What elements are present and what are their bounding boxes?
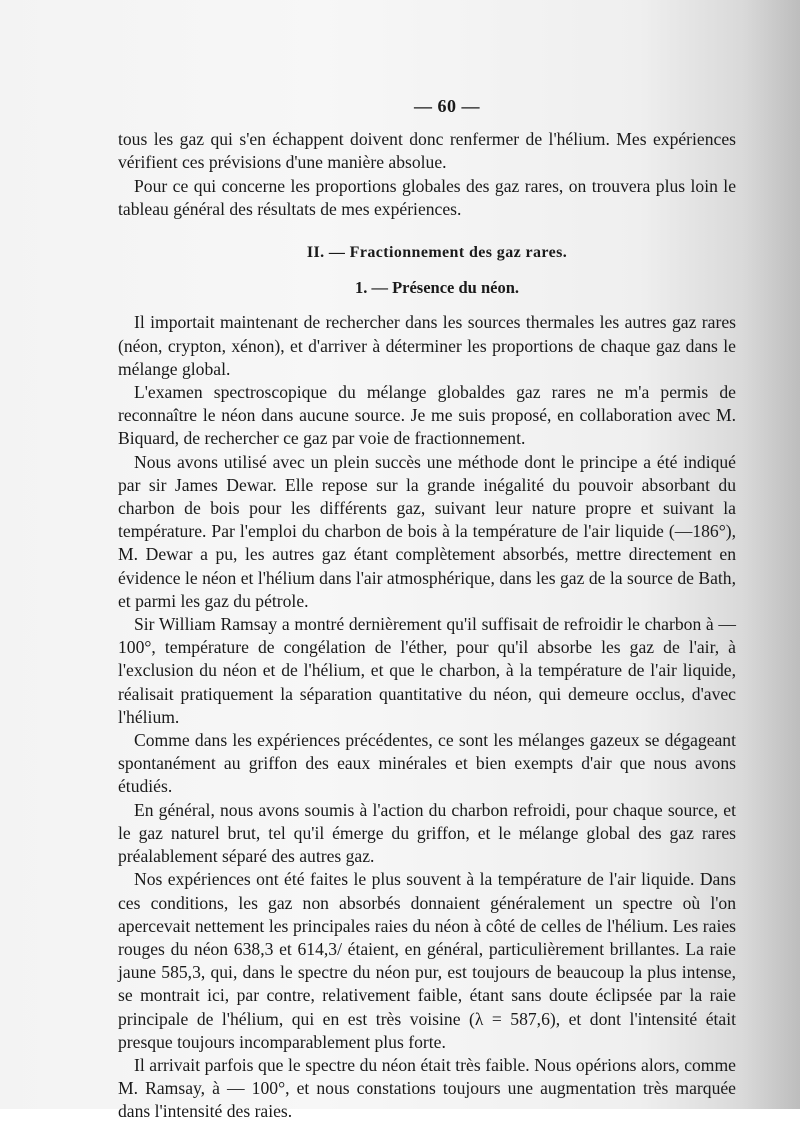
subsection-heading: 1. — Présence du néon.	[354, 278, 520, 298]
paragraph: Nous avons utilisé avec un plein succès une méthode dont le principe a été indiqué par sir James Dewar. Elle repose sur la grande inégalité du pouvoir absorbant du charbon de bois pour les différents gaz, suivant leur nature propre et suivant la température. Par l'emploi du charbon de bois à la température de l'air liquide (—186°), M. Dewar a pu, les autres gaz étant complètement absorbés, mettre directement en évidence le néon et l'hélium dans l'air atmosphérique, dans les gaz de la source de Bath, et parmi les gaz du pétrole.	[118, 451, 736, 611]
paragraph: Il arrivait parfois que le spectre du néon était très faible. Nous opérions alors, comme M. Ramsay, à — 100°, et nous constations toujours une augmentation très marquée dans l'intensité des raies.	[118, 1054, 736, 1122]
paragraph: Nos expériences ont été faites le plus souvent à la température de l'air liquide. Dans ces conditions, les gaz non absorbés donnaient généralement un spectre où l'on apercevait nettement les principales raies du néon à côté de celles de l'hélium. Les raies rouges du néon 638,3 et 614,3/ étaient, en général, particulièrement brillantes. La raie jaune 585,3, qui, dans le spectre du néon pur, est toujours de beaucoup la plus intense, se montrait ici, par contre, relativement faible, étant sans doute éclipsée par la raie principale de l'hélium, qui en est très voisine (λ = 587,6), et dont l'intensité était presque toujours incomparablement plus forte.	[118, 869, 736, 1052]
paragraph: L'examen spectroscopique du mélange globaldes gaz rares ne m'a permis de reconnaître le néon dans aucune source. Je me suis proposé, en collaboration avec M. Biquard, de rechercher ce gaz par voie de fractionnement.	[118, 382, 736, 449]
section-heading: II. — Fractionnement des gaz rares.	[306, 244, 568, 262]
page-number: — 60 —	[414, 96, 480, 116]
paragraph: En général, nous avons soumis à l'action du charbon refroidi, pour chaque source, et le gaz naturel brut, tel qu'il émerge du griffon, et le mélange global des gaz rares préalablement séparé des autres gaz.	[118, 799, 736, 867]
paragraph-continuation: tous les gaz qui s'en échappent doivent donc renfermer de l'hélium. Mes expériences vérifient ces prévisions d'une manière absolue.	[118, 129, 736, 173]
paragraph: Sir William Ramsay a montré dernièrement qu'il suffisait de refroidir le charbon à — 100°, température de congélation de l'éther, pour qu'il absorbe les gaz de l'air, à l'exclusion du néon et de l'hélium, et que le charbon, à la température de l'air liquide, réalisait pratiquement la séparation quantitative du néon, qui demeure occlus, d'avec l'hélium.	[118, 614, 736, 727]
paragraph: Il importait maintenant de rechercher dans les sources thermales les autres gaz rares (néon, crypton, xénon), et d'arriver à déterminer les proportions de chaque gaz dans le mélange global.	[118, 312, 736, 379]
paragraph: Pour ce qui concerne les proportions globales des gaz rares, on trouvera plus loin le tableau général des résultats de mes expériences.	[118, 175, 736, 219]
text-column	[118, 95, 736, 1124]
paragraph: Comme dans les expériences précédentes, ce sont les mélanges gazeux se dégageant spontanément au griffon des eaux minérales et bien exempts d'air que nous avons étudiés.	[118, 730, 736, 797]
